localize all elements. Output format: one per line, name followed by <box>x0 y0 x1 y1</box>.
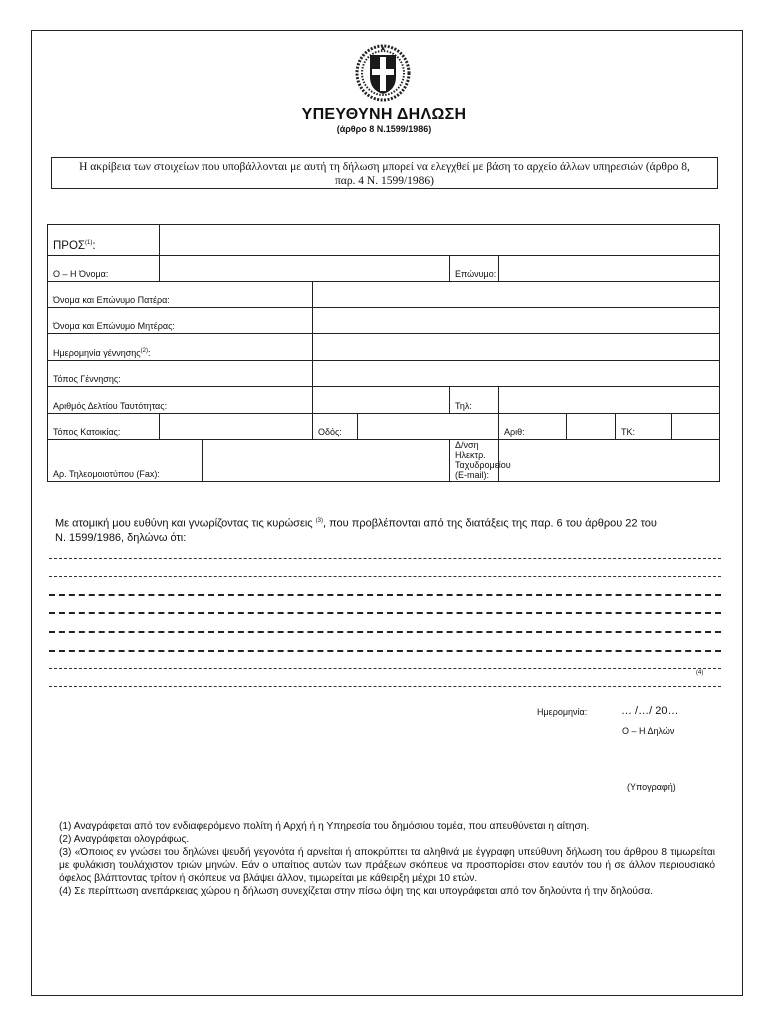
footnote-3: (3) «Όποιος εν γνώσει του δηλώνει ψευδή γεγονότα ή αρνείται ή αποκρύπτει τα αληθινά με έγγραφη υπεύθυνη δήλωση του άρθρου 8 τιμωρείται με φυλάκιση τουλάχιστον τριών μηνών. Εάν ο υπαίτιος αυτών των πράξεων σκόπευε να προσπορίσει στον εαυτόν του ή σε άλλον περιουσιακό όφελος βλάπτοντας τρίτον ή σκόπευε να βλάψει άλλον, τιμωρείται με κάθειρξη μέχρι 10 ετών. <box>59 847 715 884</box>
email-field[interactable] <box>499 440 720 482</box>
birthplace-label: Τόπος Γέννησης: <box>48 361 313 387</box>
phone-field[interactable] <box>499 387 720 414</box>
postcode-label: ΤΚ: <box>616 414 672 440</box>
number-field[interactable] <box>567 414 616 440</box>
surname-label: Επώνυμο: <box>450 256 499 282</box>
signature-label: (Υπογραφή) <box>627 782 676 792</box>
declaration-line-5[interactable] <box>49 631 721 633</box>
street-field[interactable] <box>358 414 499 440</box>
notice-line-2: παρ. 4 Ν. 1599/1986) <box>334 175 435 187</box>
recipient-label: ΠΡΟΣ$^{(1)}$: <box>48 225 160 256</box>
street-label: Οδός: <box>313 414 358 440</box>
father-name-field[interactable] <box>313 282 720 308</box>
declaration-line-1[interactable] <box>49 558 721 559</box>
declaration-line-2[interactable] <box>49 576 721 577</box>
fax-label: Αρ. Τηλεομοιοτύπου (Fax): <box>48 440 203 482</box>
footnote-marker-4: (4) <box>696 670 704 676</box>
footnote-2: (2) Αναγράφεται ολογράφως. <box>59 834 190 845</box>
recipient-field[interactable] <box>160 225 720 256</box>
declaration-line-6[interactable] <box>49 650 721 652</box>
id-number-field[interactable] <box>313 387 450 414</box>
document-subtitle: (άρθρο 8 Ν.1599/1986) <box>336 124 432 134</box>
verification-notice <box>51 157 718 189</box>
declaration-line-8[interactable] <box>49 686 721 687</box>
document-title: ΥΠΕΥΘΥΝΗ ΔΗΛΩΣΗ <box>301 106 467 123</box>
declarant-label: Ο – Η Δηλών <box>622 726 675 736</box>
personal-data-table <box>47 224 720 482</box>
phone-label: Τηλ: <box>450 387 499 414</box>
first-name-label: Ο – Η Όνομα: <box>48 256 160 282</box>
father-name-label: Όνομα και Επώνυμο Πατέρα: <box>48 282 313 308</box>
mother-name-label: Όνομα και Επώνυμο Μητέρας: <box>48 308 313 334</box>
declaration-statement: Με ατομική μου ευθύνη και γνωρίζοντας τις κυρώσεις $^{(3)}$, που προβλέπονται από της διατάξεις της παρ. 6 του άρθρου 22 του Ν. 1599/1986, δηλώνω ότι: <box>55 517 657 544</box>
footnote-1: (1) Αναγράφεται από τον ενδιαφερόμενο πολίτη ή Αρχή ή η Υπηρεσία του δημόσιου τομέα, που απευθύνεται η αίτηση. <box>59 821 590 832</box>
birthdate-field[interactable] <box>313 334 720 361</box>
declaration-line-4[interactable] <box>49 612 721 614</box>
mother-name-field[interactable] <box>313 308 720 334</box>
date-label: Ημερομηνία: <box>537 707 588 717</box>
notice-line-1: Η ακρίβεια των στοιχείων που υποβάλλονται με αυτή τη δήλωση μπορεί να ελεγχθεί με βάση το αρχείο άλλων υπηρεσιών (άρθρο 8, <box>79 161 690 173</box>
footnotes <box>59 820 715 898</box>
footnote-4: (4) Σε περίπτωση ανεπάρκειας χώρου η δήλωση συνεχίζεται στην πίσω όψη της και υπογράφεται από τον δηλούντα ή την δηλούσα. <box>59 886 653 897</box>
first-name-field[interactable] <box>160 256 450 282</box>
fax-field[interactable] <box>203 440 450 482</box>
residence-label: Τόπος Κατοικίας: <box>48 414 160 440</box>
postcode-field[interactable] <box>672 414 720 440</box>
residence-field[interactable] <box>160 414 313 440</box>
number-label: Αριθ: <box>499 414 567 440</box>
declaration-line-3[interactable] <box>49 594 721 596</box>
email-label: Δ/νση Ηλεκτρ. Ταχυδρομείου (E-mail): <box>450 440 499 482</box>
date-field[interactable]: … /…/ 20… <box>621 705 679 717</box>
birthdate-label: Ημερομηνία γέννησης$^{(2)}$: <box>48 334 313 361</box>
surname-field[interactable] <box>499 256 720 282</box>
birthplace-field[interactable] <box>313 361 720 387</box>
greek-coat-of-arms-icon <box>353 41 413 103</box>
declaration-line-7[interactable] <box>49 668 721 669</box>
id-number-label: Αριθμός Δελτίου Ταυτότητας: <box>48 387 313 414</box>
